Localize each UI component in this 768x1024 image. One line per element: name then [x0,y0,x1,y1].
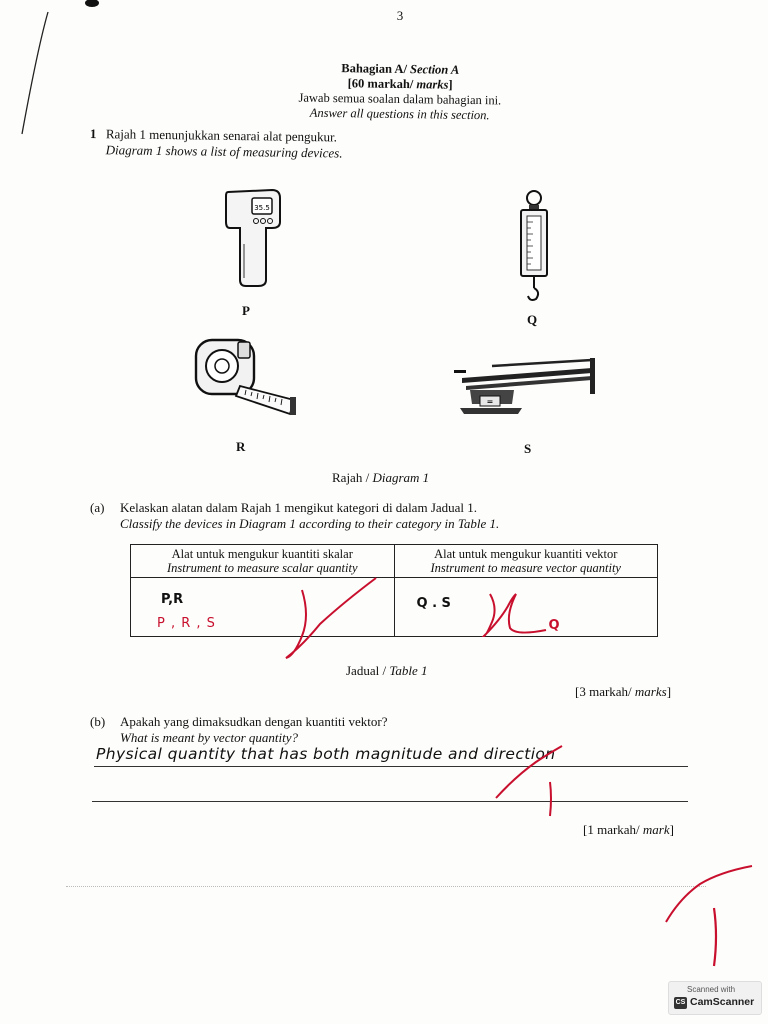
spring-balance-icon [514,188,554,306]
part-a [90,500,499,532]
section-header [260,60,541,124]
part-a-label: (a) [90,500,105,515]
part-b-marks: [1 markah/ mark] [583,822,674,837]
part-b-ms: Apakah yang dimaksudkan dengan kuantiti vektor? [120,714,388,729]
part-b-en: What is meant by vector quantity? [120,730,298,745]
svg-text:=: = [486,397,494,406]
page-number: 3 [396,8,404,23]
red-check-mark-vector [476,584,566,644]
device-label-p: P [242,303,250,318]
device-label-r: R [236,439,246,454]
watermark-line-1: Scanned with [687,985,736,994]
vector-column-header: Alat untuk mengukur kuantiti vektor Instrument to measure vector quantity [394,545,658,578]
answer-line-2 [92,801,688,802]
camscanner-watermark [668,981,762,1015]
watermark-line-2: CamScanner [690,996,755,1008]
thermometer-reading: 35.5 [254,204,270,212]
section-marks: [60 markah/ marks] [347,76,453,92]
scalar-answer: P,R [161,592,184,607]
part-a-marks: [3 markah/ marks] [575,684,672,699]
vector-answer: Q . S [416,596,451,611]
triple-beam-balance-icon [452,356,602,420]
red-total-mark [660,862,760,972]
table-caption: Jadual / Table 1 [346,663,428,678]
diagram-caption: Rajah / Diagram 1 [332,470,430,485]
part-a-en: Classify the devices in Diagram 1 according to their category in Table 1. [120,516,500,531]
question-number: 1 [89,126,97,142]
vector-correction: Q [548,618,560,633]
stem-ms: Rajah 1 menunjukkan senarai alat pengukur. [105,126,338,145]
answer-line-1 [94,766,688,767]
camscanner-logo-icon: CS [674,997,687,1009]
question-1-stem [90,126,343,162]
infrared-thermometer-icon [222,184,284,288]
scalar-correction: P , R , S [157,616,216,631]
stem-en: Diagram 1 shows a list of measuring devices. [105,142,343,161]
part-b [90,714,388,746]
measuring-tape-icon [190,334,300,420]
part-a-ms: Kelaskan alatan dalam Rajah 1 mengikut kategori di dalam Jadual 1. [120,500,478,515]
section-title: Bahagian A/ Section A [341,61,460,77]
part-b-label: (b) [90,714,106,729]
faint-bleed-line [66,886,706,887]
instruction-ms: Jawab semua soalan dalam bahagian ini. [298,90,502,108]
part-b-answer: Physical quantity that has both magnitude and direction [96,745,556,763]
instruction-en: Answer all questions in this section. [309,105,490,123]
red-check-mark-scalar [280,572,400,664]
device-label-q: Q [527,312,538,327]
red-tick-part-b [486,742,576,822]
scalar-column-header: Alat untuk mengukur kuantiti skalar Instrument to measure scalar quantity [131,545,395,578]
device-label-s: S [524,441,532,456]
